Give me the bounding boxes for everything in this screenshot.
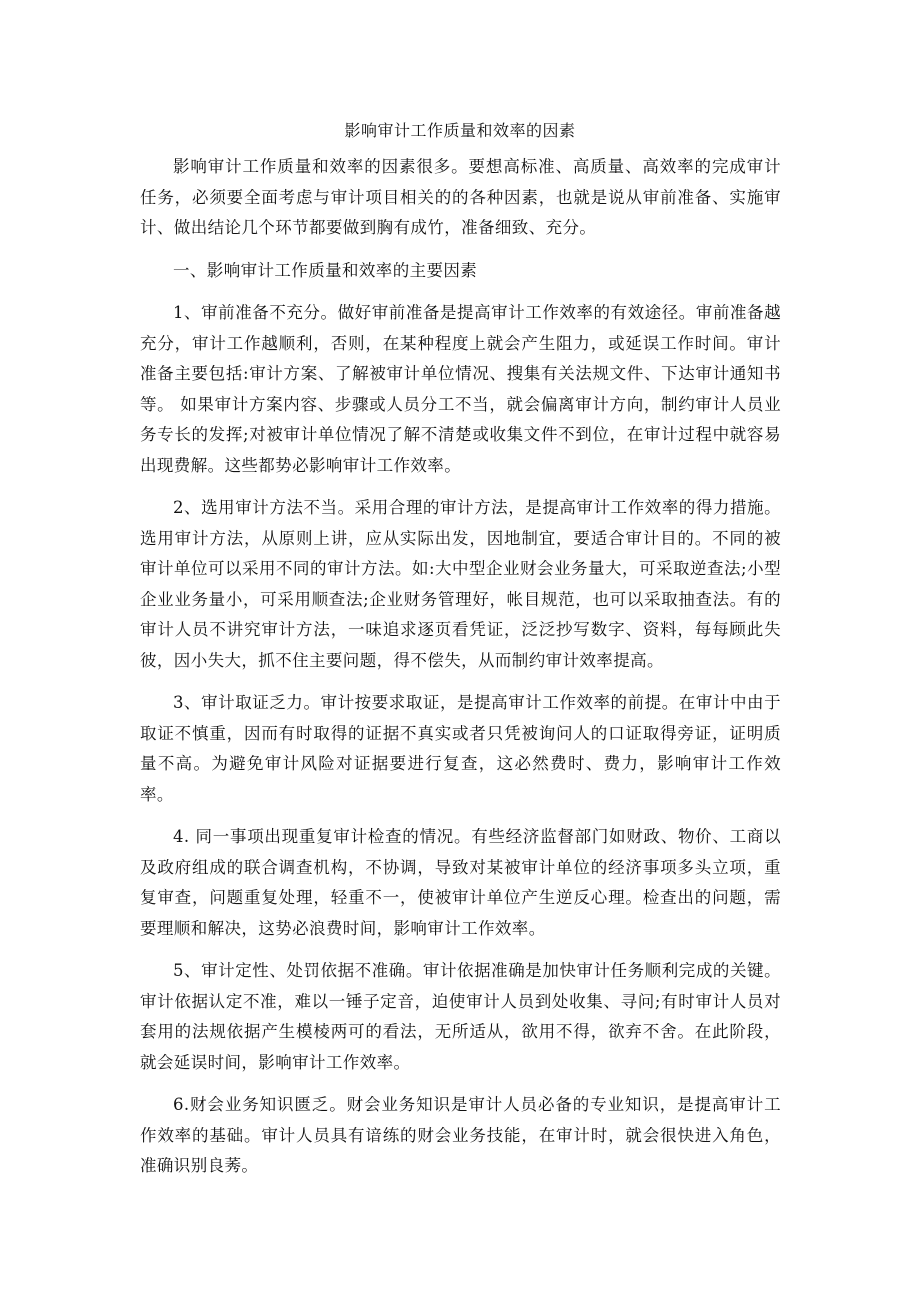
paragraph-factor-4: 4. 同一事项出现重复审计检查的情况。有些经济监督部门如财政、物价、工商以及政府组成的联合调查机构，不协调，导致对某被审计单位的经济事项多头立项，重复审查，问题重复处理，轻重不一，使被审计单位产生逆反心理。检查出的问题，需要理顺和解决，这势必浪费时间，影响审计工作效率。	[140, 827, 781, 938]
paragraph-factor-1: 1、审前准备不充分。做好审前准备是提高审计工作效率的有效途径。审前准备越充分，审计工作越顺利，否则，在某种程度上就会产生阻力，或延误工作时间。审计准备主要包括:审计方案、了解被审计单位情况、搜集有关法规文件、下达审计通知书等。 如果审计方案内容、步骤或人员分工不当，就会偏离审计方向，制约审计人员业务专长的发挥;对被审计单位情况了解不清楚或收集文件不到位，在审计过程中就容易出现费解。这些都势必影响审计工作效率。	[140, 303, 781, 475]
paragraph-factor-6: 6.财会业务知识匮乏。财会业务知识是审计人员必备的专业知识，是提高审计工作效率的基础。审计人员具有谙练的财会业务技能，在审计时，就会很快进入角色，准确识别良莠。	[140, 1095, 781, 1175]
paragraph-factor-2: 2、选用审计方法不当。采用合理的审计方法，是提高审计工作效率的得力措施。选用审计方法，从原则上讲，应从实际出发，因地制宜，要适合审计目的。不同的被审计单位可以采用不同的审计方法。如:大中型企业财会业务量大，可采取逆查法;小型企业业务量小，可采用顺查法;企业财务管理好，帐目规范，也可以采取抽查法。有的审计人员不讲究审计方法，一味追求逐页看凭证，泛泛抄写数字、资料，每每顾此失彼，因小失大，抓不住主要问题，得不偿失，从而制约审计效率提高。	[140, 498, 781, 670]
section-heading-main-factors: 一、影响审计工作质量和效率的主要因素	[173, 260, 478, 280]
document-title: 影响审计工作质量和效率的因素	[344, 121, 576, 140]
document-body	[140, 152, 781, 1194]
paragraph-factor-3: 3、审计取证乏力。审计按要求取证，是提高审计工作效率的前提。在审计中由于取证不慎重，因而有时取得的证据不真实或者只凭被询问人的口证取得旁证，证明质量不高。为避免审计风险对证据要进行复查，这必然费时、费力，影响审计工作效率。	[140, 693, 781, 804]
paragraph-factor-5: 5、审计定性、处罚依据不准确。审计依据准确是加快审计任务顺利完成的关键。审计依据认定不准，难以一锤子定音，迫使审计人员到处收集、寻问;有时审计人员对套用的法规依据产生模棱两可的看法，无所适从，欲用不得，欲弃不舍。在此阶段，就会延误时间，影响审计工作效率。	[140, 961, 781, 1072]
paragraph-intro: 影响审计工作质量和效率的因素很多。要想高标准、高质量、高效率的完成审计任务，必须要全面考虑与审计项目相关的的各种因素，也就是说从审前准备、实施审计、做出结论几个环节都要做到胸有成竹，准备细致、充分。	[140, 157, 781, 237]
